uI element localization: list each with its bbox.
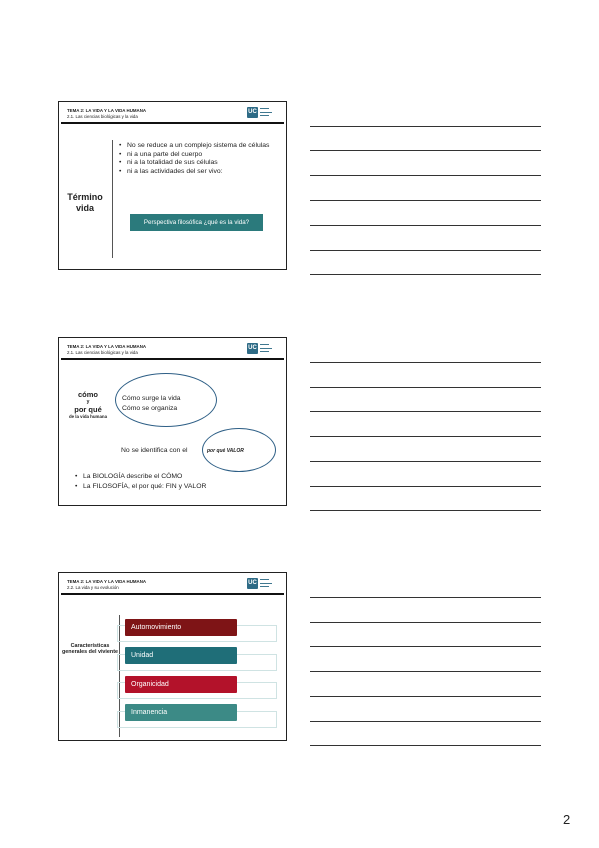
list-item: • La BIOLOGÍA describe el CÓMO — [75, 472, 275, 482]
note-line — [310, 387, 541, 388]
term-label: Término vida — [67, 192, 103, 213]
ellipse-line: Cómo surge la vida — [122, 395, 181, 402]
logo-text-icon: ▬▬▬ ▬▬▬▬ ▬▬▬ — [260, 342, 272, 354]
slide-title: TEMA 2: LA VIDA Y LA VIDA HUMANA — [67, 344, 147, 349]
como-label: cómo — [77, 390, 98, 399]
note-line — [310, 362, 541, 363]
ellipse-text — [122, 394, 181, 413]
note-line — [310, 597, 541, 598]
note-line — [310, 175, 541, 176]
perspective-box: Perspectiva filosófica ¿qué es la vida? — [130, 214, 263, 231]
slide-subtitle: 2.1. Las ciencias biológicas y la vida — [67, 349, 138, 355]
slide-2 — [58, 337, 287, 506]
characteristic-inmanencia: Inmanencia — [125, 704, 237, 721]
logo-text-icon: ▬▬▬ ▬▬▬▬ ▬▬▬ — [260, 106, 272, 118]
slide-title: TEMA 2: LA VIDA Y LA VIDA HUMANA — [67, 108, 147, 113]
slide-header — [67, 344, 146, 355]
note-line — [310, 225, 541, 226]
logo-text-icon: ▬▬▬ ▬▬▬▬ ▬▬▬ — [260, 577, 272, 589]
vida-humana-label: de la vida humana — [68, 414, 108, 419]
como-porque-label — [65, 390, 111, 419]
note-line — [310, 411, 541, 412]
characteristic-organicidad: Organicidad — [125, 676, 237, 693]
slide-subtitle: 2.2. La vida y su evolución — [67, 584, 119, 590]
slide-header — [67, 108, 146, 119]
university-logo — [247, 107, 272, 118]
slide-title: TEMA 2: LA VIDA Y LA VIDA HUMANA — [67, 579, 147, 584]
note-line — [310, 126, 541, 127]
characteristics-label: Características generales del viviente — [61, 643, 119, 656]
note-line — [310, 696, 541, 697]
list-item: • La FILOSOFÍA, el por qué: FIN y VALOR — [75, 482, 275, 492]
y-label: y — [86, 399, 90, 405]
slide-3 — [58, 572, 287, 741]
vertical-divider — [112, 140, 113, 258]
list-item: • ni a las actividades del ser vivo: — [119, 168, 277, 177]
header-rule — [61, 122, 284, 124]
slide-subtitle: 2.1. Las ciencias biológicas y la vida — [67, 113, 138, 119]
porque-label: por qué — [74, 405, 102, 414]
note-line — [310, 274, 541, 275]
header-rule — [61, 358, 284, 360]
note-line — [310, 250, 541, 251]
slide-header — [67, 579, 146, 590]
note-line — [310, 671, 541, 672]
university-logo — [247, 343, 272, 354]
logo-mark: UC — [247, 107, 258, 118]
note-line — [310, 622, 541, 623]
list-item: • ni a una parte del cuerpo — [119, 151, 277, 160]
bullet-list — [75, 472, 275, 492]
note-line — [310, 461, 541, 462]
page-number: 2 — [563, 812, 571, 827]
ellipse-line: Cómo se organiza — [122, 404, 178, 412]
list-item: • ni a la totalidad de sus células — [119, 159, 277, 168]
university-logo — [247, 578, 272, 589]
note-line — [310, 486, 541, 487]
no-identifica-text: No se identifica con el — [121, 447, 188, 454]
note-line — [310, 200, 541, 201]
note-line — [310, 721, 541, 722]
logo-mark: UC — [247, 578, 258, 589]
list-item: • No se reduce a un complejo sistema de células — [119, 142, 277, 151]
slide-1 — [58, 101, 287, 270]
note-line — [310, 646, 541, 647]
bullet-list — [119, 142, 277, 176]
note-line — [310, 510, 541, 511]
valor-text: por qué VALOR — [207, 448, 244, 454]
note-line — [310, 436, 541, 437]
header-rule — [61, 593, 284, 595]
note-line — [310, 745, 541, 746]
note-line — [310, 150, 541, 151]
logo-mark: UC — [247, 343, 258, 354]
characteristic-unidad: Unidad — [125, 647, 237, 664]
characteristic-automovimiento: Automovimiento — [125, 619, 237, 636]
